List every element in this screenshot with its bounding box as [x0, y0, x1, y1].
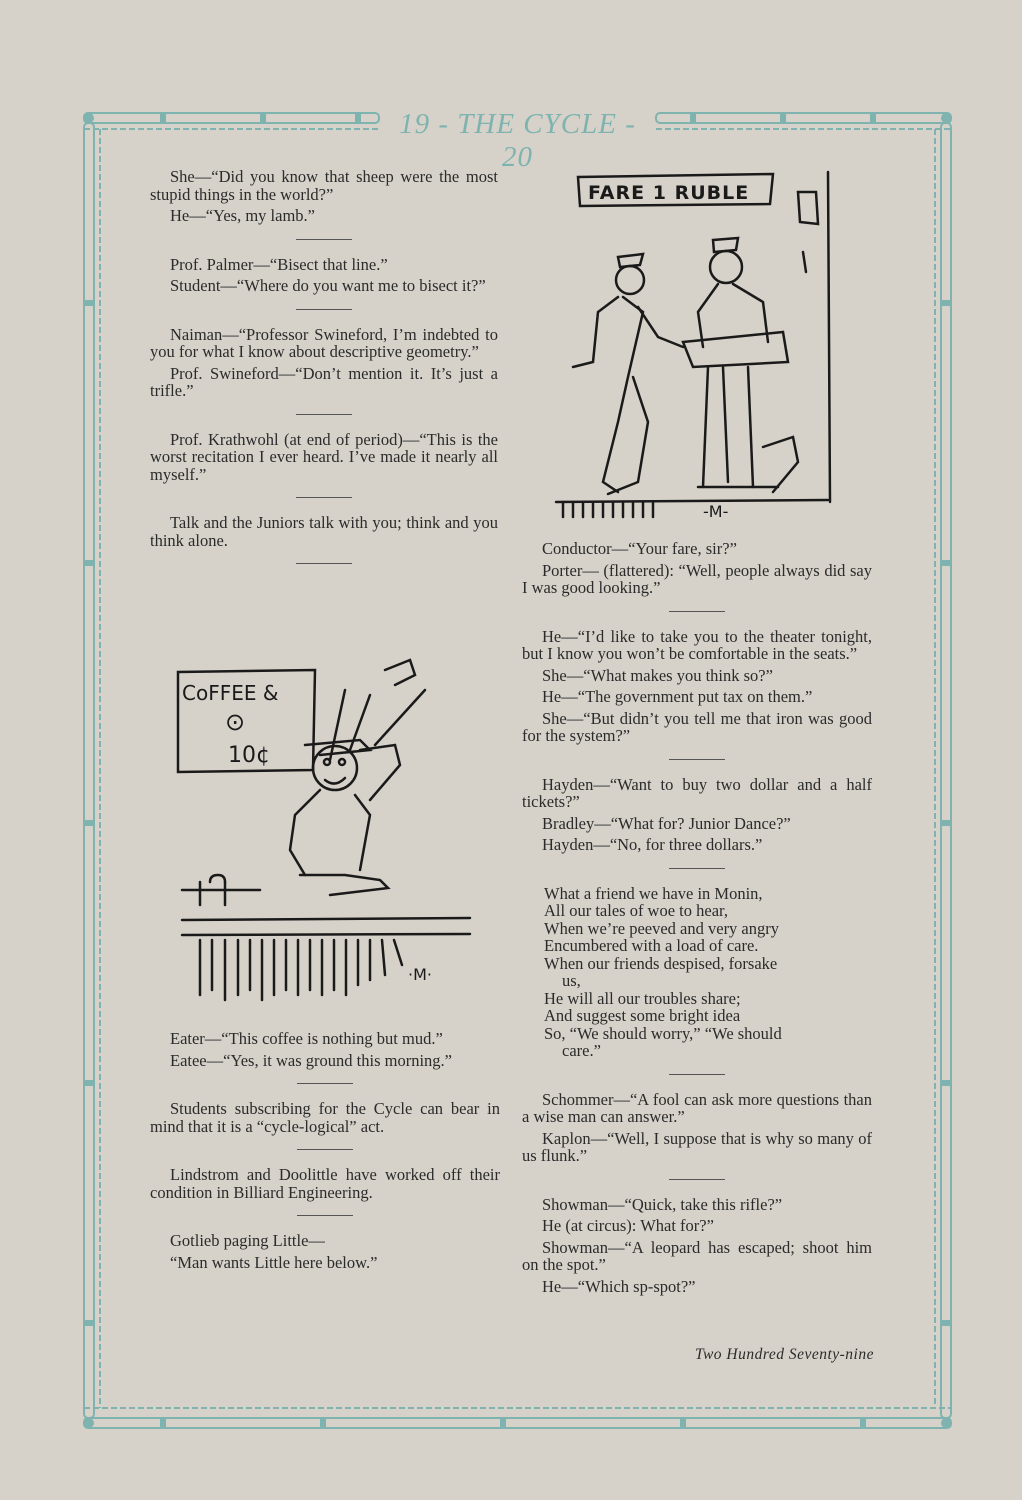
cartoon-signature: ·M· [408, 965, 432, 984]
joke-line: He—“Yes, my lamb.” [170, 206, 315, 225]
poem-line: When we’re peeved and very angry [544, 918, 780, 938]
joke-line: Talk and the Juniors talk with you; think and you think alone. [150, 513, 498, 550]
joke-line: Hayden—“No, for three dollars.” [542, 835, 763, 854]
poem-line-continuation: care.” [562, 1041, 601, 1060]
joke-line: Showman—“Quick, take this rifle?” [542, 1194, 783, 1214]
divider [669, 759, 725, 760]
fare-cartoon [548, 162, 848, 527]
cartoon-signature: -M- [703, 502, 729, 521]
divider [297, 1083, 353, 1084]
joke [150, 431, 498, 484]
joke-line: Student—“Where do you want me to bisect it?” [170, 276, 486, 295]
left-column [150, 168, 498, 580]
joke [150, 514, 498, 549]
joke-line: He—“Which sp-spot?” [542, 1276, 696, 1296]
cartoon-sign-text: 10¢ [228, 743, 270, 768]
joke-line: Showman—“A leopard has escaped; shoot him on the spot.” [522, 1237, 872, 1274]
joke-line: He—“I’d like to take you to the theater tonight, but I know you won’t be comfortable in the seats.” [522, 626, 872, 663]
page-number-label: Two Hundred Seventy-nine [694, 1346, 874, 1363]
cartoon-sign-text: FARE 1 RUBLE [588, 182, 750, 204]
joke-line: Students subscribing for the Cycle can bear in mind that it is a “cycle-logical” act. [150, 1099, 500, 1136]
joke-line: She—“What makes you think so?” [542, 665, 773, 685]
joke-line: He (at circus): What for?” [542, 1216, 714, 1235]
divider [669, 1074, 725, 1075]
poem-line: What a friend we have in Monin, [544, 883, 763, 903]
poem-line: And suggest some bright idea [544, 1006, 741, 1025]
coffee-cartoon [170, 650, 480, 1010]
joke [522, 540, 872, 597]
divider [296, 239, 352, 240]
joke [150, 1232, 500, 1271]
joke [150, 256, 498, 295]
joke-line: Gotlieb paging Little— [170, 1231, 325, 1250]
poem-line: Encumbered with a load of care. [544, 936, 759, 955]
joke [522, 1091, 872, 1165]
joke-line: Conductor—“Your fare, sir?” [542, 539, 737, 558]
joke [150, 1166, 500, 1201]
divider [296, 497, 352, 498]
joke-line: Schommer—“A fool can ask more questions than a wise man can answer.” [522, 1089, 872, 1126]
joke [150, 1030, 500, 1069]
divider [297, 1149, 353, 1150]
joke-line: Eatee—“Yes, it was ground this morning.” [170, 1050, 452, 1070]
poem-line: So, “We should worry,” “We should [544, 1023, 782, 1043]
cartoon-sign-text: ⊙ [225, 708, 246, 736]
divider [669, 868, 725, 869]
joke-line: Prof. Swineford—“Don’t mention it. It’s just a trifle.” [150, 363, 498, 400]
divider [296, 309, 352, 310]
joke-line: “Man wants Little here below.” [170, 1252, 378, 1272]
poem-line: All our tales of woe to hear, [544, 901, 728, 920]
joke-line: He—“The government put tax on them.” [542, 687, 813, 706]
divider [297, 1215, 353, 1216]
divider [669, 611, 725, 612]
poem-line-continuation: us, [562, 971, 581, 990]
poem [522, 885, 872, 1060]
divider [296, 563, 352, 564]
joke-line: Eater—“This coffee is nothing but mud.” [170, 1029, 443, 1048]
joke-line: Kaplon—“Well, I suppose that is why so many of us flunk.” [522, 1128, 872, 1165]
cartoon-sign-text: CoFFEE & [182, 681, 279, 705]
poem-line: He will all our troubles share; [544, 988, 741, 1008]
joke-line: Hayden—“Want to buy two dollar and a half tickets?” [522, 774, 872, 811]
joke-line: Naiman—“Professor Swineford, I’m indebted to you for what I know about descriptive geometry.” [150, 324, 498, 361]
joke-line: Lindstrom and Doolittle have worked off their condition in Billiard Engineering. [150, 1165, 500, 1202]
joke [522, 776, 872, 854]
page-header-title: 19 - THE CYCLE - 20 [399, 108, 636, 173]
joke-line: Porter— (flattered): “Well, people always did say I was good looking.” [522, 560, 872, 597]
left-column-lower [150, 1030, 500, 1271]
joke [522, 628, 872, 745]
joke [150, 326, 498, 400]
divider [296, 414, 352, 415]
joke-line: Prof. Krathwohl (at end of period)—“This is the worst recitation I ever heard. I’ve made it nearly all myself.” [150, 429, 498, 484]
joke-line: She—“Did you know that sheep were the most stupid things in the world?” [150, 167, 498, 204]
joke-line: Bradley—“What for? Junior Dance?” [542, 813, 791, 833]
joke-line: Prof. Palmer—“Bisect that line.” [170, 254, 388, 274]
joke-line: She—“But didn’t you tell me that iron was good for the system?” [522, 708, 872, 745]
divider [669, 1179, 725, 1180]
joke [150, 168, 498, 225]
right-column [522, 540, 872, 1295]
joke [150, 1100, 500, 1135]
joke [522, 1196, 872, 1296]
poem-line: When our friends despised, forsake [544, 953, 778, 973]
